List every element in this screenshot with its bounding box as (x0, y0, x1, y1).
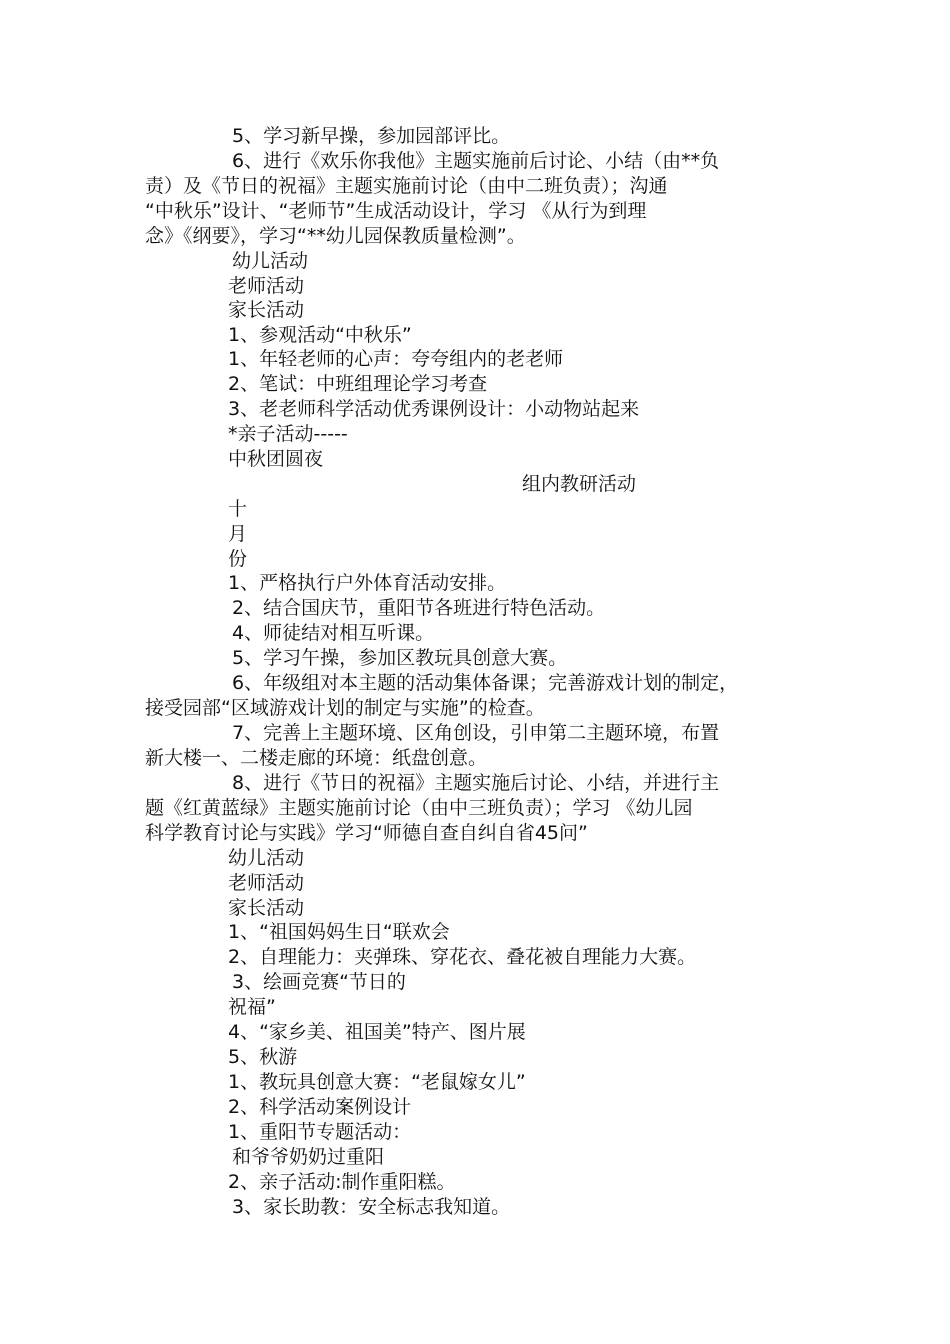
text-line: 责）及《节日的祝福》主题实施前讨论（由中二班负责）；沟通 (145, 175, 668, 197)
text-line: 2、科学活动案例设计 (228, 1096, 412, 1118)
text-line: 1、“祖国妈妈生日“联欢会 (228, 921, 450, 943)
text-line: 念》《纲要》，学习“**幼儿园保教质量检测”。 (145, 225, 526, 247)
text-line: 新大楼一、二楼走廊的环境：纸盘创意。 (145, 747, 488, 769)
text-line: 家长活动 (228, 897, 305, 919)
text-line: 5、秋游 (228, 1046, 298, 1068)
text-line: 7、完善上主题环境、区角创设，引申第二主题环境，布置 (232, 722, 720, 744)
text-line: 5、学习午操，参加区教玩具创意大赛。 (232, 647, 568, 669)
text-line: 幼儿活动 (228, 847, 305, 869)
text-line: 2、结合国庆节，重阳节各班进行特色活动。 (232, 597, 606, 619)
text-line: 3、绘画竞赛“节日的 (232, 971, 406, 993)
text-line: 3、老老师科学活动优秀课例设计：小动物站起来 (228, 398, 640, 420)
text-line: 6、进行《欢乐你我他》主题实施前后讨论、小结（由**负 (232, 150, 720, 172)
text-line: “中秋乐”设计、“老师节”生成活动设计，学习 《从行为到理 (145, 200, 647, 222)
text-line: 幼儿活动 (232, 250, 309, 272)
text-line: 老师活动 (228, 872, 305, 894)
text-line: 份 (228, 548, 248, 570)
text-line: 组内教研活动 (522, 473, 637, 495)
text-line: 5、学习新早操，参加园部评比。 (232, 125, 511, 147)
text-line: 6、年级组对本主题的活动集体备课；完善游戏计划的制定， (232, 672, 739, 694)
text-line: 4、“家乡美、祖国美”特产、图片展 (228, 1021, 526, 1043)
text-line: 十 (228, 498, 248, 520)
text-line: 3、家长助教：安全标志我知道。 (232, 1196, 511, 1218)
text-line: 1、参观活动“中秋乐” (228, 324, 412, 346)
text-line: 家长活动 (228, 299, 305, 321)
text-line: 和爷爷奶奶过重阳 (232, 1146, 385, 1168)
text-line: 2、自理能力：夹弹珠、穿花衣、叠花被自理能力大赛。 (228, 946, 697, 968)
text-line: 月 (228, 523, 248, 545)
text-line: 1、年轻老师的心声：夸夸组内的老老师 (228, 348, 564, 370)
text-line: 1、教玩具创意大赛：“老鼠嫁女儿” (228, 1071, 526, 1093)
text-line: 2、亲子活动:制作重阳糕。 (228, 1171, 456, 1193)
text-line: 1、严格执行户外体育活动安排。 (228, 572, 507, 594)
text-line: 祝福” (228, 996, 276, 1018)
text-line: 中秋团圆夜 (228, 448, 324, 470)
text-line: 2、笔试：中班组理论学习考查 (228, 373, 488, 395)
text-line: *亲子活动----- (228, 423, 348, 445)
text-line: 4、师徒结对相互听课。 (232, 622, 435, 644)
text-line: 接受园部“区域游戏计划的制定与实施”的检查。 (145, 697, 545, 719)
text-line: 科学教育讨论与实践》学习“师德自查自纠自省45问” (145, 822, 588, 844)
text-line: 老师活动 (228, 275, 305, 297)
text-line: 8、进行《节日的祝福》主题实施后讨论、小结，并进行主 (232, 772, 720, 794)
text-line: 题《红黄蓝绿》主题实施前讨论（由中三班负责）；学习 《幼儿园 (145, 797, 693, 819)
text-line: 1、重阳节专题活动： (228, 1121, 412, 1143)
